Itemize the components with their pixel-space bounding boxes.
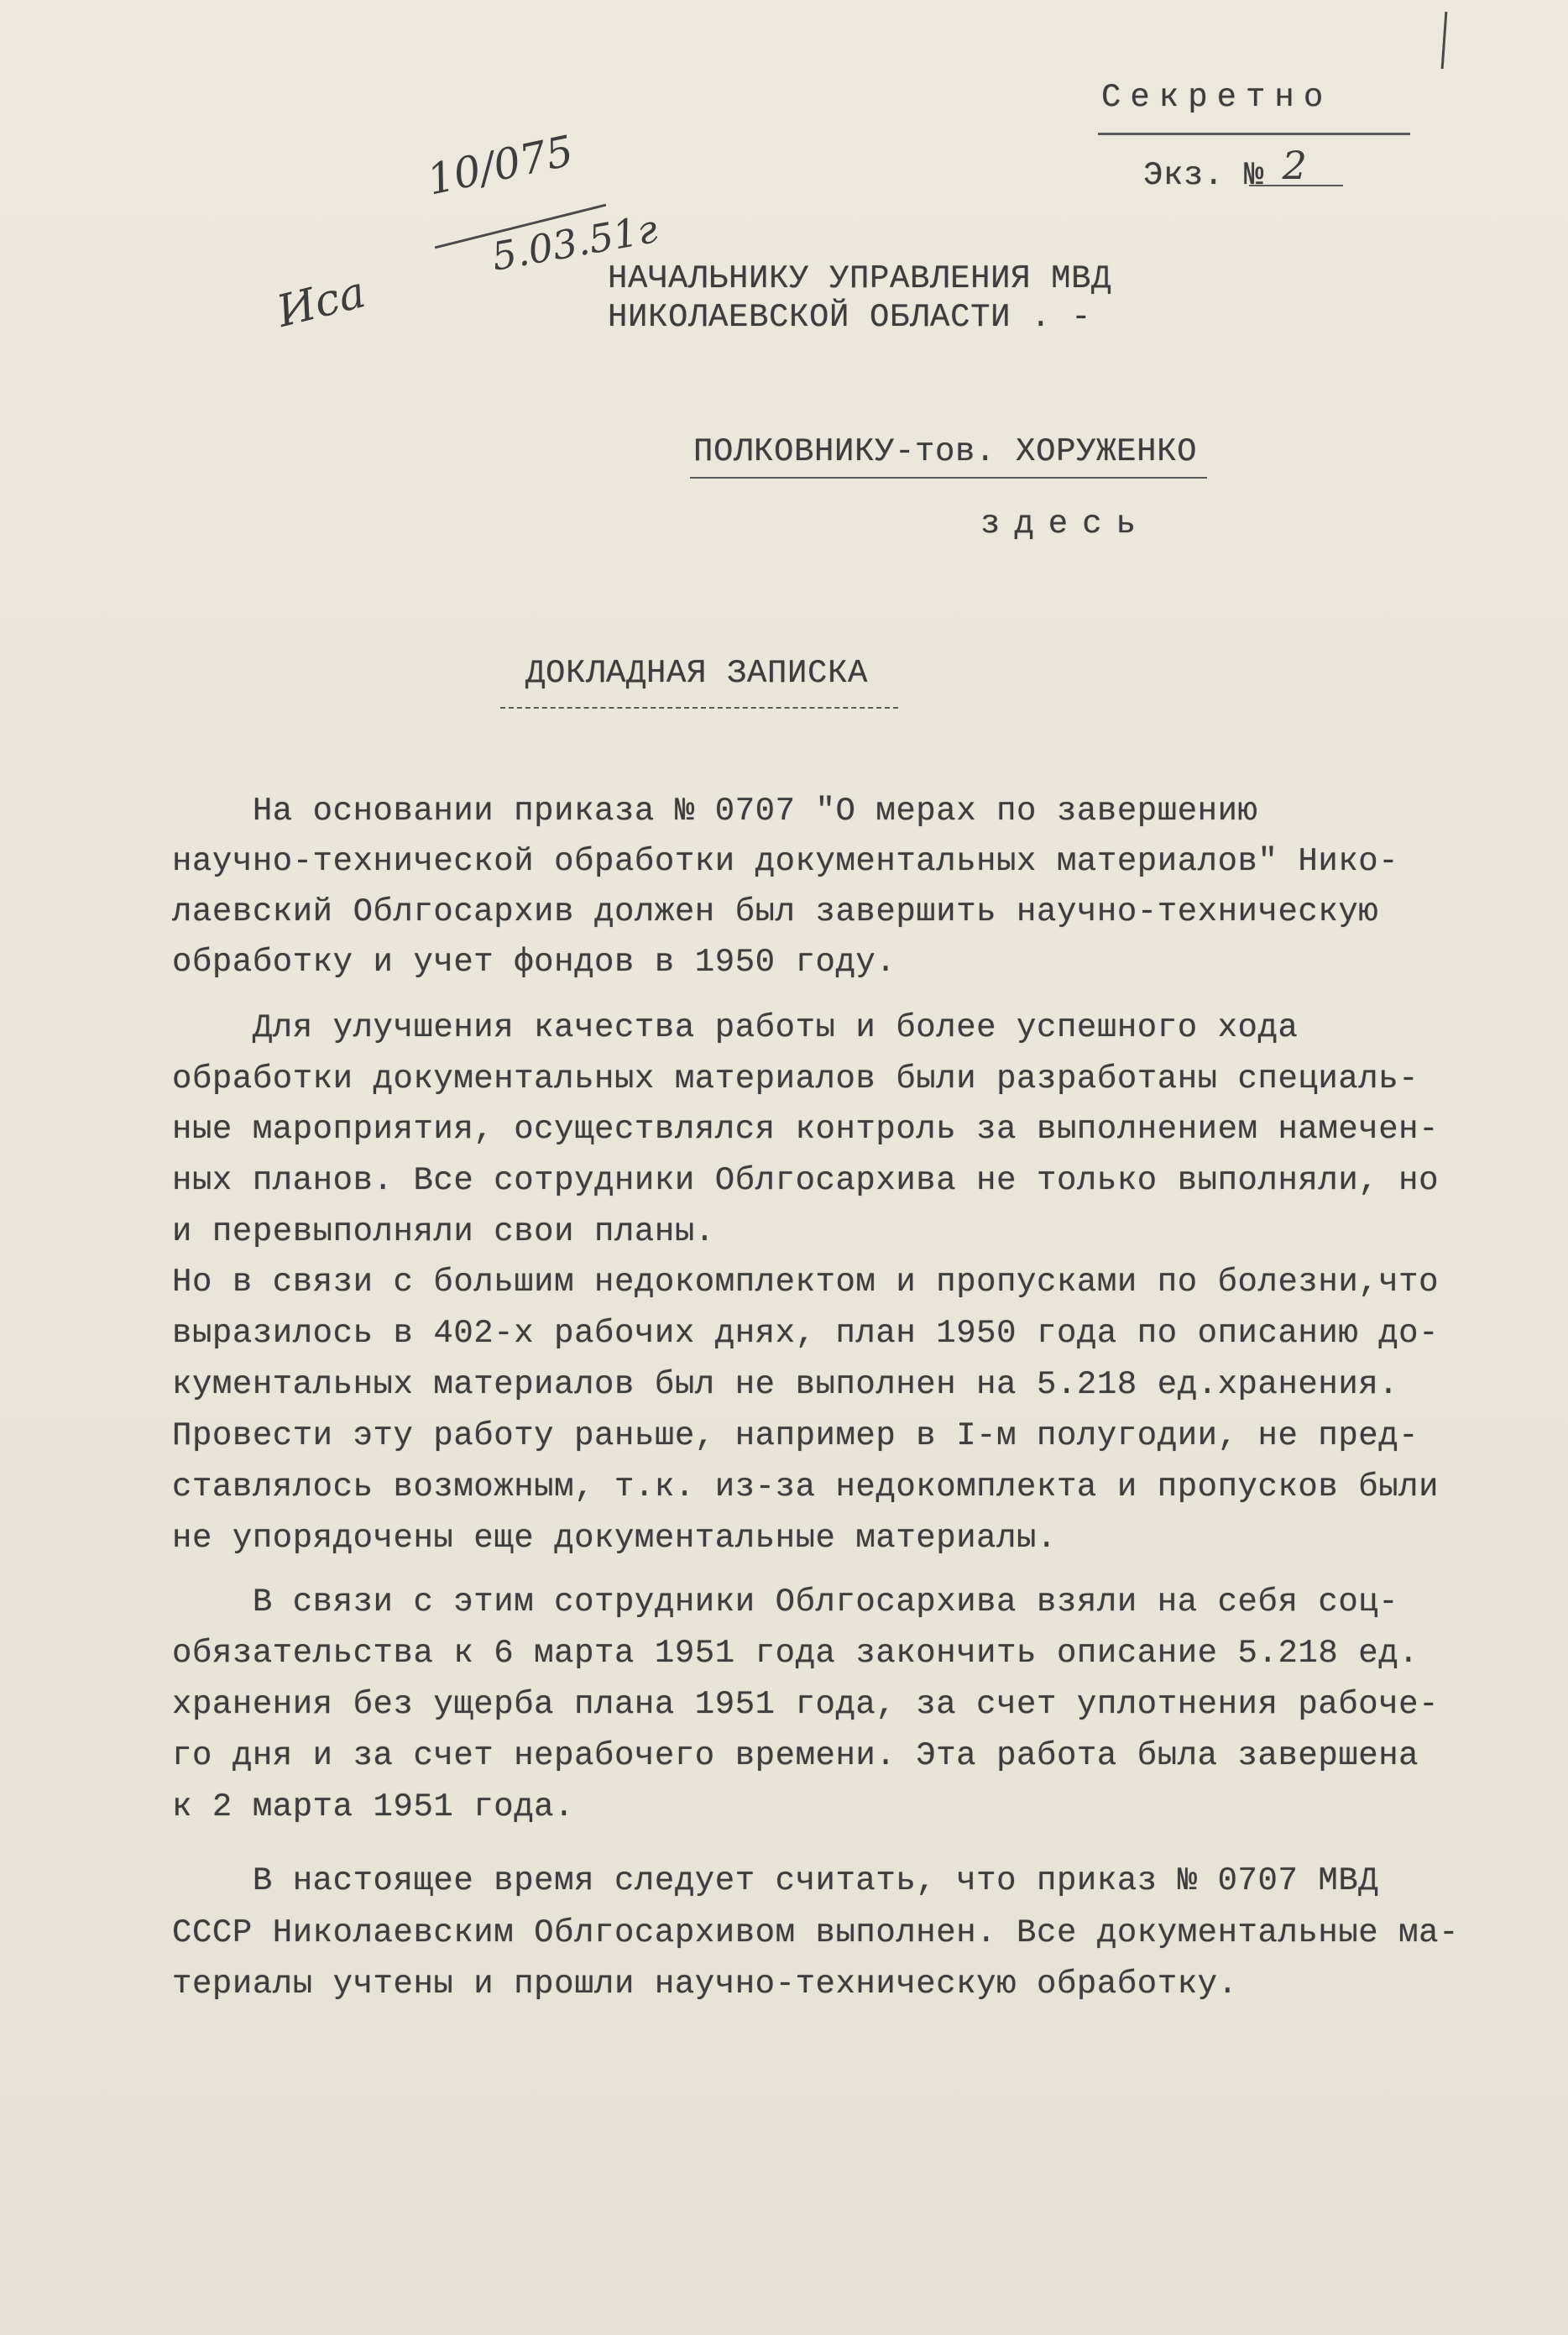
paragraph-line: В связи с этим сотрудники Облгосархива взяли на себя соц-	[172, 1584, 1399, 1620]
copy-label: Экз. №	[1143, 157, 1265, 194]
addressee-rank-name: ПОЛКОВНИКУ-тов. ХОРУЖЕНКО	[693, 433, 1198, 470]
initials-handwritten: Иса	[272, 267, 371, 338]
document-title-underline	[500, 707, 898, 709]
paragraph-line: ных планов. Все сотрудники Облгосархива не только выполняли, но	[172, 1162, 1440, 1199]
paragraph-line: и перевыполняли свои планы.	[172, 1213, 715, 1250]
paragraph-line: ные мароприятия, осуществлялся контроль за выполнением намечен-	[172, 1111, 1440, 1148]
paragraph-line: Но в связи с большим недокомплектом и пропусками по болезни,что	[172, 1264, 1440, 1301]
addressee-location: здесь	[980, 505, 1151, 542]
copy-number-underline	[1249, 185, 1343, 186]
classification-underline	[1098, 133, 1410, 135]
copy-number-line	[1143, 143, 1307, 194]
paragraph-line: СССР Николаевским Облгосархивом выполнен. Все документальные ма-	[172, 1914, 1460, 1951]
paragraph-line: к 2 марта 1951 года.	[172, 1788, 575, 1825]
paragraph-line: На основании приказа № 0707 "О мерах по завершению	[172, 793, 1258, 830]
paragraph-line: научно-технической обработки документальных материалов" Нико-	[172, 843, 1399, 880]
paragraph-line: не упорядочены еще документальные материалы.	[172, 1520, 1057, 1557]
classification-label: Секретно	[1101, 79, 1333, 116]
paragraph-line: териалы учтены и прошли научно-техническую обработку.	[172, 1966, 1238, 2003]
paragraph-line: хранения без ущерба плана 1951 года, за счет уплотнения рабоче-	[172, 1686, 1440, 1723]
addressee-line-2: НИКОЛАЕВСКОЙ ОБЛАСТИ . -	[608, 299, 1092, 336]
copy-number-handwritten: 2	[1282, 143, 1307, 188]
document-title: ДОКЛАДНАЯ ЗАПИСКА	[525, 655, 869, 692]
paragraph-line: лаевский Облгосархив должен был завершить научно-техническую	[172, 893, 1379, 930]
paragraph-line: выразилось в 402-х рабочих днях, план 1950 года по описанию до-	[172, 1315, 1440, 1352]
paragraph-line: Провести эту работу раньше, например в I-м полугодии, не пред-	[172, 1417, 1419, 1454]
paragraph-line: Для улучшения качества работы и более успешного хода	[172, 1009, 1299, 1046]
registration-number-handwritten: 10/075	[422, 126, 578, 205]
paragraph-line: ставлялось возможным, т.к. из-за недокомплекта и пропусков были	[172, 1469, 1440, 1505]
margin-pencil-mark	[1441, 12, 1448, 69]
addressee-line-1: НАЧАЛЬНИКУ УПРАВЛЕНИЯ МВД	[608, 260, 1112, 297]
registration-date-handwritten: 5.03.51г	[488, 206, 661, 280]
paragraph-line: обязательства к 6 марта 1951 года закончить описание 5.218 ед.	[172, 1635, 1419, 1672]
paragraph-line: го дня и за счет нерабочего времени. Эта работа была завершена	[172, 1737, 1419, 1774]
paragraph-line: кументальных материалов был не выполнен на 5.218 ед.хранения.	[172, 1366, 1399, 1403]
paragraph-line: обработки документальных материалов были разработаны специаль-	[172, 1060, 1419, 1097]
paragraph-line: обработку и учет фондов в 1950 году.	[172, 944, 896, 981]
paragraph-line: В настоящее время следует считать, что приказ № 0707 МВД	[172, 1862, 1379, 1899]
addressee-rank-underline	[690, 477, 1207, 479]
